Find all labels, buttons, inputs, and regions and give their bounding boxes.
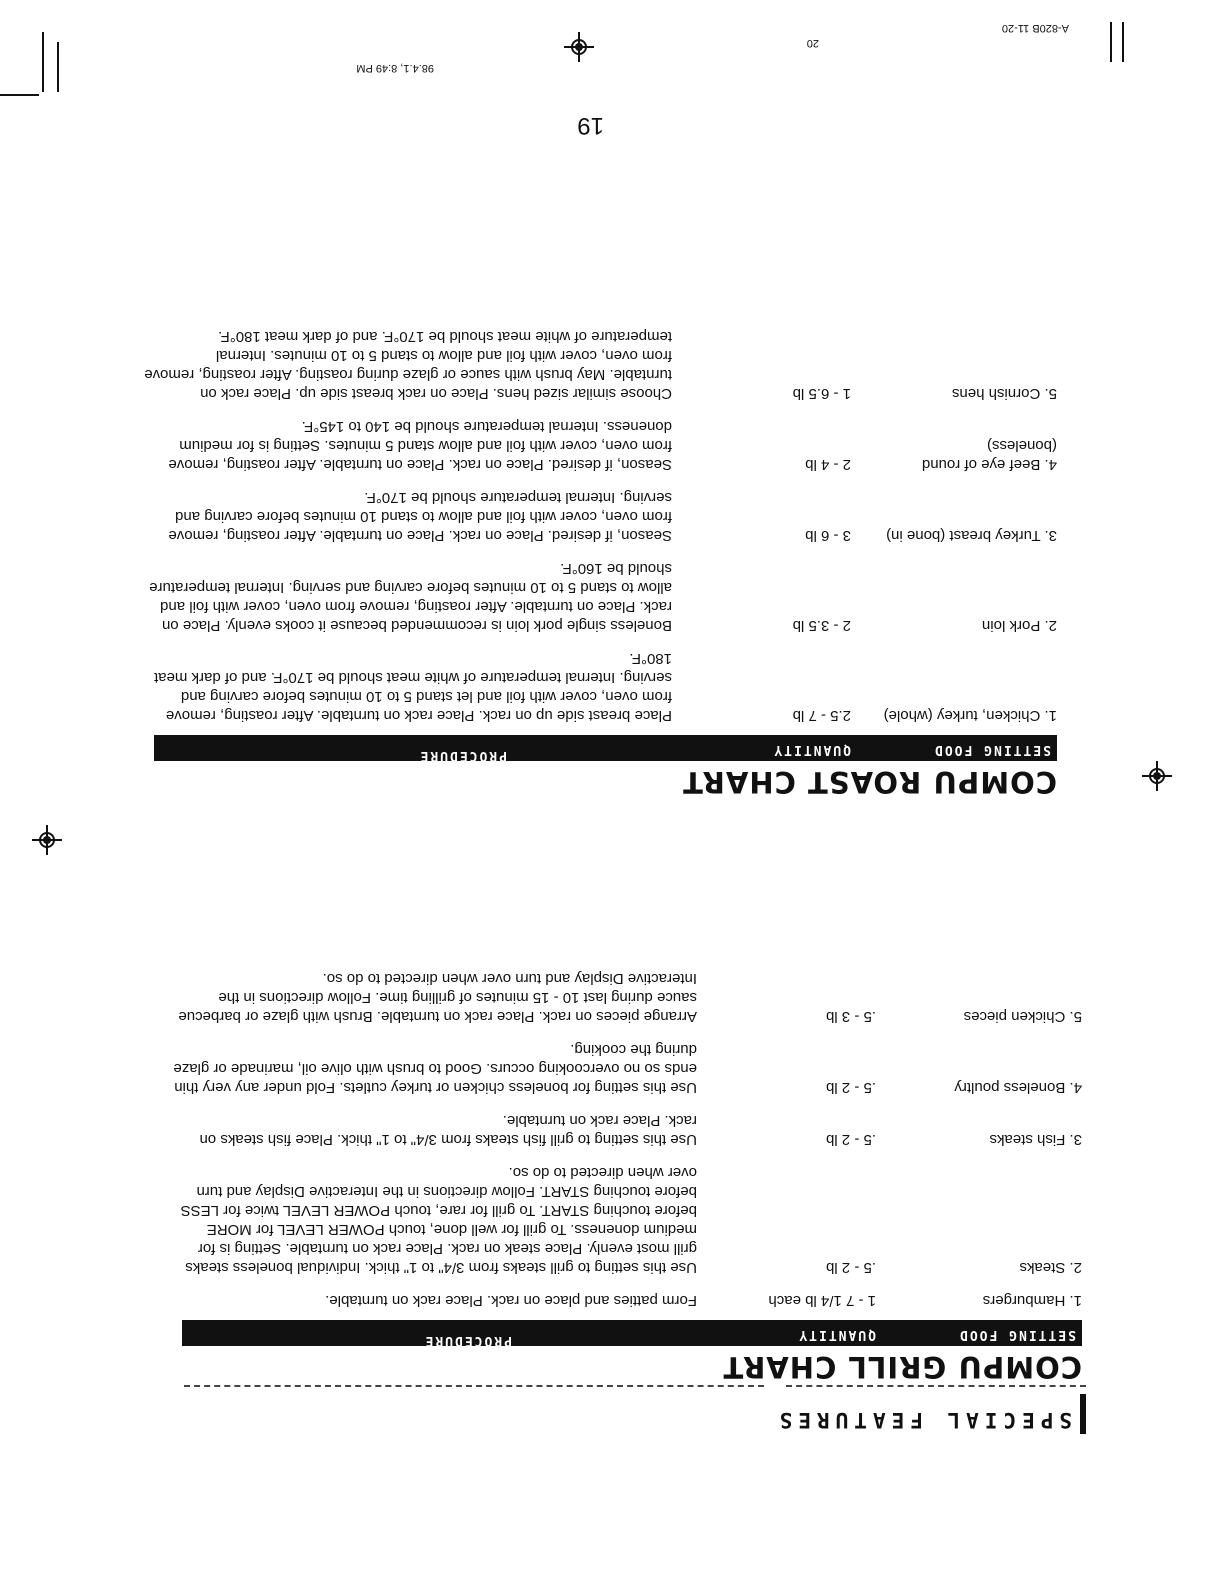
quantity-cell: 1 - 7 1/4 lb each (768, 1292, 876, 1309)
quantity-cell: 3 - 6 lb (805, 527, 851, 544)
grill-col-setting: SETTING FOOD (958, 1327, 1076, 1342)
table-row (154, 488, 1057, 545)
procedure-cell: Form patties and place on rack. Place rack on turntable. (325, 1292, 697, 1309)
page-number: 19 (577, 112, 604, 139)
table-row (173, 1040, 1082, 1097)
quantity-cell: 2 - 4 lb (805, 456, 851, 473)
food-cell: 1. Hamburgers (982, 1292, 1082, 1309)
trim-mark (1110, 22, 1112, 62)
quantity-cell: 2 - 3.5 lb (792, 617, 851, 634)
table-row (154, 417, 1057, 474)
grill-chart (173, 969, 1082, 1384)
food-cell: 1. Chicken, turkey (whole) (883, 707, 1057, 724)
quantity-cell: .5 - 3 lb (825, 1008, 876, 1025)
table-row (178, 969, 1082, 1026)
food-cell: 4. Beef eye of round (boneless) (921, 437, 1057, 473)
food-cell: 2. Steaks (1019, 1259, 1082, 1276)
header-rule-left (786, 1385, 1086, 1387)
table-row (182, 1291, 1082, 1310)
roast-chart-title: COMPU ROAST CHART (682, 765, 1057, 799)
print-code: A-820B 11-20 (1001, 22, 1069, 34)
grill-chart-title: COMPU GRILL CHART (722, 1350, 1082, 1384)
roast-col-quantity: QUANTITY (772, 742, 851, 757)
table-row (182, 1163, 1082, 1277)
print-page: 20 (806, 37, 819, 49)
table-row (144, 327, 1057, 403)
procedure-cell: Use this setting for boneless chicken or turkey cutlets. Fold under any very thin ends so no overcooking occurs. Good to brush with olive oil, marinade or glaze during the cooking. (173, 1041, 697, 1096)
quantity-cell: .5 - 2 lb (825, 1079, 876, 1096)
trim-mark (42, 32, 44, 92)
registration-mark-icon (564, 32, 594, 62)
table-row (154, 649, 1057, 725)
procedure-cell: Use this setting to grill steaks from 3/4" to 1" thick. Individual boneless steaks grill most evenly. Place steak on rack. Place rack on turntable. Setting is for medium doneness. To grill for well done, touch POWER LEVEL for MORE before touching START. To grill for rare, touch POWER LEVEL twice for LESS before touching START. Follow directions in the Interactive Display and turn over when directed to do so. (180, 1164, 697, 1276)
quantity-cell: .5 - 2 lb (825, 1259, 876, 1276)
food-cell: 2. Pork loin (981, 617, 1057, 634)
food-cell: 3. Fish steaks (989, 1131, 1082, 1148)
food-cell: 5. Chicken pieces (963, 1008, 1082, 1025)
roast-header-bar (154, 735, 1057, 761)
table-row (149, 559, 1057, 635)
procedure-cell: Season, if desired. Place on rack. Place on turntable. After roasting, remove from oven, cover with foil and allow stand 5 minutes. Setting is for medium doneness. Internal temperature should be 140 to 145°F. (168, 418, 672, 473)
grill-col-quantity: QUANTITY (797, 1327, 876, 1342)
quantity-cell: .5 - 2 lb (825, 1131, 876, 1148)
table-row (182, 1111, 1082, 1149)
quantity-cell: 2.5 - 7 lb (792, 707, 851, 724)
grill-header-bar (182, 1320, 1082, 1346)
section-header: SPECIAL FEATURES (773, 1408, 1072, 1432)
section-header-bar (1080, 1394, 1086, 1434)
trim-mark (57, 42, 59, 92)
procedure-cell: Use this setting to grill fish steaks from 3/4" to 1" thick. Place fish steaks on rack. Place rack on turntable. (199, 1112, 697, 1148)
registration-mark-icon (1142, 761, 1172, 791)
food-cell: 3. Turkey breast (bone in) (886, 527, 1057, 544)
quantity-cell: 1 - 6.5 lb (792, 385, 851, 402)
trim-mark (1122, 22, 1124, 62)
procedure-cell: Boneless single pork loin is recommended because it cooks evenly. Place on rack. Place on turntable. After roasting, remove from oven, cover with foil and allow to stand 5 to 10 minutes before carving and serving. Internal temperature should be 160°F. (149, 560, 672, 634)
roast-col-setting: SETTING FOOD (933, 742, 1051, 757)
print-date: 98.4.1, 8:49 PM (356, 62, 434, 74)
trim-mark (0, 94, 39, 96)
header-rule (184, 1385, 764, 1387)
procedure-cell: Place breast side up on rack. Place rack on turntable. After roasting, remove from oven, cover with foil and let stand 5 to 10 minutes before carving and serving. Internal temperature of white meat should be 170°F. and of dark meat 180°F. (154, 650, 672, 724)
procedure-cell: Choose similar sized hens. Place on rack breast side up. Place rack on turntable. May brush with sauce or glaze during roasting. After roasting, remove from oven, cover with foil and allow to stand 5 to 10 minutes. Internal temperature of white meat should be 170°F. and of dark meat 180°F. (144, 328, 672, 402)
procedure-cell: Season, if desired. Place on rack. Place on turntable. After roasting, remove from oven, cover with foil and allow to stand 10 minutes before carving and serving. Internal temperature should be 170°F. (168, 489, 672, 544)
food-cell: 5. Cornish hens (951, 385, 1057, 402)
roast-col-procedure: PROCEDURE (418, 748, 507, 763)
procedure-cell: Arrange pieces on rack. Place rack on turntable. Brush with glaze or barbecue sauce during last 10 - 15 minutes of grilling time. Follow directions in the Interactive Display and turn over when directed to do so. (178, 970, 697, 1025)
registration-mark-icon (32, 825, 62, 855)
food-cell: 4. Boneless poultry (954, 1079, 1082, 1096)
roast-chart (144, 327, 1057, 799)
grill-col-procedure: PROCEDURE (423, 1333, 512, 1348)
